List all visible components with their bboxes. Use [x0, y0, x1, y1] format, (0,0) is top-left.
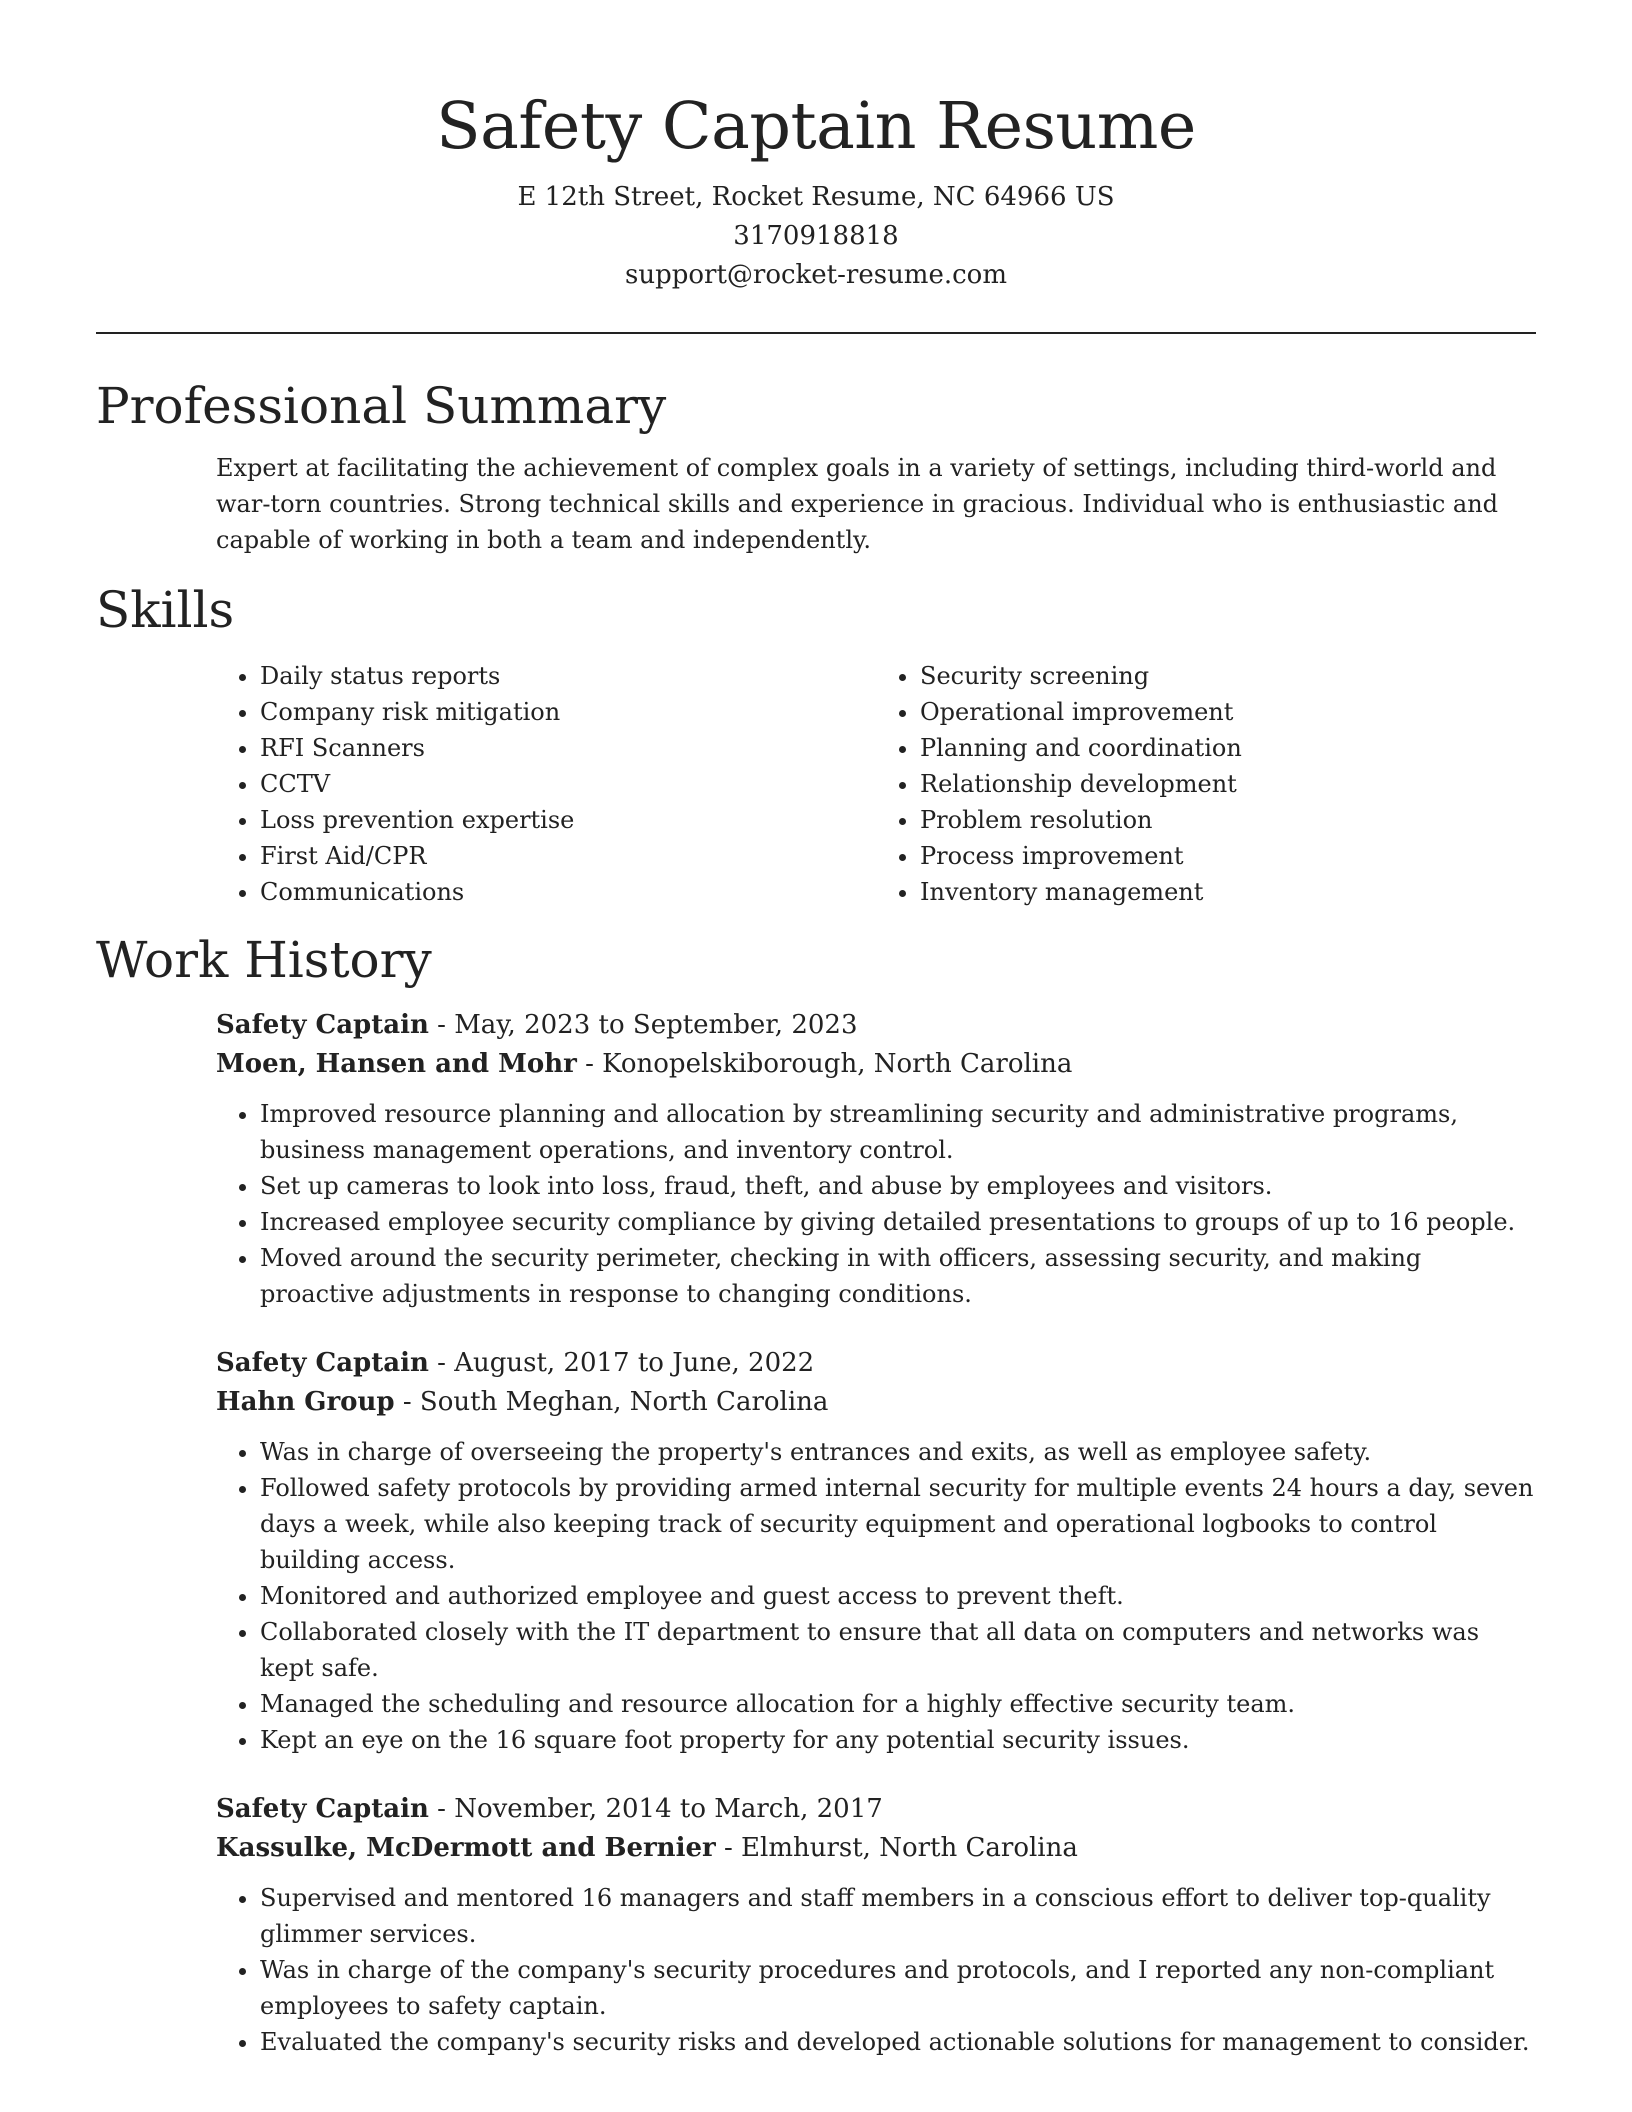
job-bullet: • Supervised and mentored 16 managers and staff members in a conscious effort to deliver top-quality glimmer services.	[260, 1880, 1536, 1952]
skills-list-right	[876, 658, 1536, 910]
job-title-line	[216, 1790, 1536, 1829]
skill-item: • Relationship development	[920, 766, 1536, 802]
job-title-line	[216, 1006, 1536, 1045]
job-location: - Elmhurst, North Carolina	[715, 1833, 1078, 1863]
skills-columns	[216, 658, 1536, 910]
header-divider	[96, 332, 1536, 334]
work-history-heading: Work History	[96, 931, 432, 989]
skill-item: • Operational improvement	[920, 694, 1536, 730]
job-dates: - May, 2023 to September, 2023	[428, 1010, 858, 1040]
job-location: - South Meghan, North Carolina	[394, 1387, 829, 1417]
summary-section	[96, 374, 1536, 558]
job-bullets	[216, 1880, 1536, 2060]
job-company: Hahn Group	[216, 1387, 395, 1417]
skill-item: • Planning and coordination	[920, 730, 1536, 766]
skill-item: • Daily status reports	[260, 658, 876, 694]
job-bullet: • Moved around the security perimeter, checking in with officers, assessing security, and making proactive adjustments in response to changing conditions.	[260, 1240, 1536, 1312]
job-company: Moen, Hansen and Mohr	[216, 1049, 577, 1079]
skill-item: • Loss prevention expertise	[260, 802, 876, 838]
contact-block	[96, 178, 1536, 295]
job-bullets	[216, 1434, 1536, 1758]
job-entry	[216, 1790, 1536, 2060]
skill-item: • Security screening	[920, 658, 1536, 694]
job-location: - Konopelskiborough, North Carolina	[576, 1049, 1073, 1079]
skill-item: • Company risk mitigation	[260, 694, 876, 730]
contact-phone: 3170918818	[733, 221, 899, 251]
contact-email: support@rocket-resume.com	[624, 260, 1007, 290]
job-bullet: • Increased employee security compliance by giving detailed presentations to groups of up to 16 people.	[260, 1204, 1536, 1240]
job-dates: - November, 2014 to March, 2017	[428, 1794, 883, 1824]
job-bullet: • Improved resource planning and allocation by streamlining security and administrative programs, business management operations, and inventory control.	[260, 1096, 1536, 1168]
job-entry	[216, 1344, 1536, 1758]
job-bullet: • Set up cameras to look into loss, fraud, theft, and abuse by employees and visitors.	[260, 1168, 1536, 1204]
job-company: Kassulke, McDermott and Bernier	[216, 1833, 716, 1863]
skill-item: • RFI Scanners	[260, 730, 876, 766]
job-bullets	[216, 1096, 1536, 1312]
job-title-line	[216, 1344, 1536, 1383]
job-title: Safety Captain	[216, 1794, 429, 1824]
contact-address: E 12th Street, Rocket Resume, NC 64966 US	[517, 182, 1115, 212]
work-history-section	[96, 928, 1536, 2060]
job-bullet: • Collaborated closely with the IT department to ensure that all data on computers and networks was kept safe.	[260, 1614, 1536, 1686]
skill-item: • Problem resolution	[920, 802, 1536, 838]
summary-text: Expert at facilitating the achievement of complex goals in a variety of settings, including third-world and war-torn countries. Strong technical skills and experience in gracious. Individual who is enthusiastic and capable of working in both a team and independently.	[216, 454, 1499, 554]
job-entry	[216, 1006, 1536, 1312]
skills-section	[96, 578, 1536, 910]
job-company-line	[216, 1045, 1536, 1084]
skill-item: • First Aid/CPR	[260, 838, 876, 874]
job-bullet: • Monitored and authorized employee and guest access to prevent theft.	[260, 1578, 1536, 1614]
resume-page	[96, 0, 1536, 2060]
skills-heading: Skills	[96, 581, 235, 639]
skill-item: • Communications	[260, 874, 876, 910]
job-bullet: • Evaluated the company's security risks and developed actionable solutions for management to consider.	[260, 2024, 1536, 2060]
skill-item: • CCTV	[260, 766, 876, 802]
job-company-line	[216, 1829, 1536, 1868]
job-dates: - August, 2017 to June, 2022	[428, 1348, 815, 1378]
job-company-line	[216, 1383, 1536, 1422]
job-bullet: • Kept an eye on the 16 square foot property for any potential security issues.	[260, 1722, 1536, 1758]
skill-item: • Inventory management	[920, 874, 1536, 910]
skill-item: • Process improvement	[920, 838, 1536, 874]
summary-heading: Professional Summary	[96, 377, 667, 435]
job-title: Safety Captain	[216, 1010, 429, 1040]
job-bullet: • Was in charge of the company's security procedures and protocols, and I reported any non-compliant employees to safety captain.	[260, 1952, 1536, 2024]
job-bullet: • Followed safety protocols by providing armed internal security for multiple events 24 hours a day, seven days a week, while also keeping track of security equipment and operational logbooks to control building access.	[260, 1470, 1536, 1578]
skills-list-left	[216, 658, 876, 910]
resume-title: Safety Captain Resume	[436, 89, 1196, 164]
job-bullet: • Was in charge of overseeing the property's entrances and exits, as well as employee safety.	[260, 1434, 1536, 1470]
job-title: Safety Captain	[216, 1348, 429, 1378]
job-bullet: • Managed the scheduling and resource allocation for a highly effective security team.	[260, 1686, 1536, 1722]
